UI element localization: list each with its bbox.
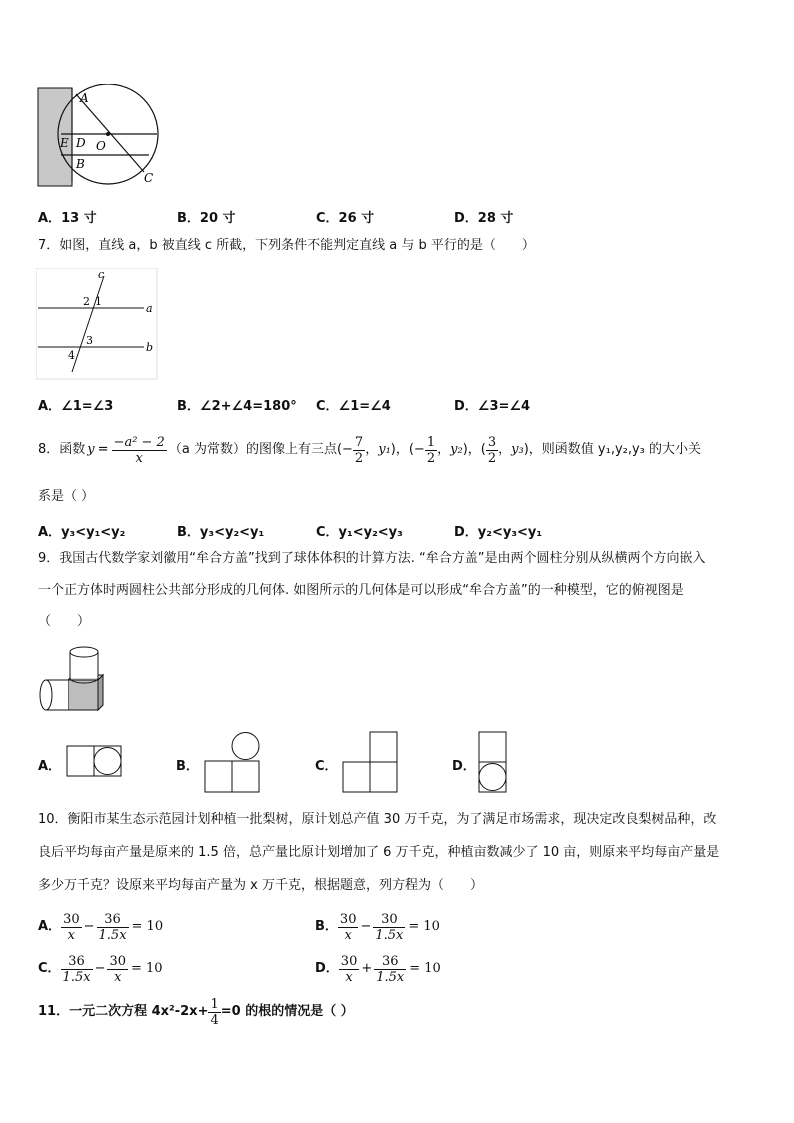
q7-label-a: a xyxy=(146,302,153,315)
q10-stem-line3: 多少万千克？设原来平均每亩产量为 x 万千克，根据题意，列方程为（ ） xyxy=(38,878,483,893)
q8-function-fraction: $\frac{\text{−a² − 2}}{x}$ xyxy=(113,434,165,466)
q6-label-e: E xyxy=(60,136,69,150)
q6-circle-figure xyxy=(36,84,166,190)
q8-stem-line2: 系是（ ） xyxy=(38,489,95,504)
q7-option-a: A．∠1=∠3 xyxy=(38,399,114,414)
q9-option-c-label: C． xyxy=(315,759,338,774)
q10-stem-line2: 良后平均每亩产量是原来的 1.5 倍，总产量比原计划增加了 6 万千克，种植亩数减少了 10 亩，则原来平均每亩产量是 xyxy=(38,845,720,860)
q8-option-c: C．y₁<y₂<y₃ xyxy=(316,525,403,540)
q9-stem-line2: 一个正方体时两圆柱公共部分形成的几何体. 如图所示的几何体是可以形成“牟合方盖”的一种模型，它的俯视图是 xyxy=(38,583,684,598)
q7-option-b: B．∠2+∠4=180° xyxy=(177,399,297,414)
q9-option-d-view xyxy=(478,731,508,793)
q8-option-b: B．y₃<y₂<y₁ xyxy=(177,525,265,540)
q10-option-c: C． $\frac{36}{1.5x}$ − $\frac{30}{x}$ = 10 xyxy=(38,953,163,985)
q9-option-b-view xyxy=(204,731,260,793)
q7-option-c: C．∠1=∠4 xyxy=(316,399,391,414)
q6-option-b: B．20 寸 xyxy=(177,211,236,226)
q9-solid-model-figure xyxy=(38,642,104,714)
q10-option-a: A． $\frac{30}{x}$ − $\frac{36}{1.5x}$ = 10 xyxy=(38,911,164,943)
q7-option-d: D．∠3=∠4 xyxy=(454,399,531,414)
q10-stem-line1: 10．衡阳市某生态示范园计划种植一批梨树，原计划总产值 30 万千克，为了满足市场需求，现决定改良梨树品种，改 xyxy=(38,812,717,827)
q7-stem: 7．如图，直线 a，b 被直线 c 所截，下列条件不能判定直线 a 与 b 平行的是（ ） xyxy=(38,238,535,253)
q9-option-c-view xyxy=(342,731,398,793)
q10-option-d: D． $\frac{30}{x}$ + $\frac{36}{1.5x}$ = 10 xyxy=(315,953,441,985)
q8-option-d: D．y₂<y₃<y₁ xyxy=(454,525,543,540)
q9-option-d-label: D． xyxy=(452,759,476,774)
q9-option-a-view xyxy=(66,745,122,777)
q7-label-b: b xyxy=(146,341,154,354)
q7-label-c: c xyxy=(98,268,105,281)
q6-label-a: A xyxy=(80,91,89,105)
q6-option-a: A．13 寸 xyxy=(38,211,97,226)
q8-stem-line1: 8．函数 y = $\frac{\text{−a² − 2}}{x}$ （a 为常数）的图像上有三点 (− $\frac{7}{2}$ ， y₁ )， (− $\frac{1}{2}$ ， y₂ )， ( $\frac{3}{2}$ ， y₃ ) ，则函数值 y₁,y₂,y₃ 的大小关 xyxy=(38,434,702,466)
q6-option-d: D．28 寸 xyxy=(454,211,514,226)
q6-label-d: D xyxy=(76,136,86,150)
q9-option-b-label: B． xyxy=(176,759,199,774)
q6-label-o: O xyxy=(96,139,106,153)
q9-option-a-label: A． xyxy=(38,759,62,774)
q6-option-c: C．26 寸 xyxy=(316,211,375,226)
q11-stem: 11．一元二次方程 4x²-2x+ $\frac{1}{4}$ =0 的根的情况是（ ） xyxy=(38,996,354,1028)
q7-label-2: 2 xyxy=(83,295,90,308)
q7-parallel-lines-figure xyxy=(36,268,158,380)
q10-option-b: B． $\frac{30}{x}$ − $\frac{30}{1.5x}$ = 10 xyxy=(315,911,440,943)
q7-label-1: 1 xyxy=(95,295,102,308)
q6-label-b: B xyxy=(76,157,85,171)
q7-label-3: 3 xyxy=(86,334,93,347)
q9-stem-line1: 9．我国古代数学家刘徽用“牟合方盖”找到了球体体积的计算方法. “牟合方盖”是由两个圆柱分别从纵横两个方向嵌入 xyxy=(38,551,706,566)
q7-label-4: 4 xyxy=(68,349,75,362)
q8-option-a: A．y₃<y₁<y₂ xyxy=(38,525,126,540)
q11-fraction: $\frac{1}{4}$ xyxy=(210,996,219,1028)
q6-label-c: C xyxy=(144,171,154,185)
q9-stem-line3: （ ） xyxy=(38,614,91,629)
